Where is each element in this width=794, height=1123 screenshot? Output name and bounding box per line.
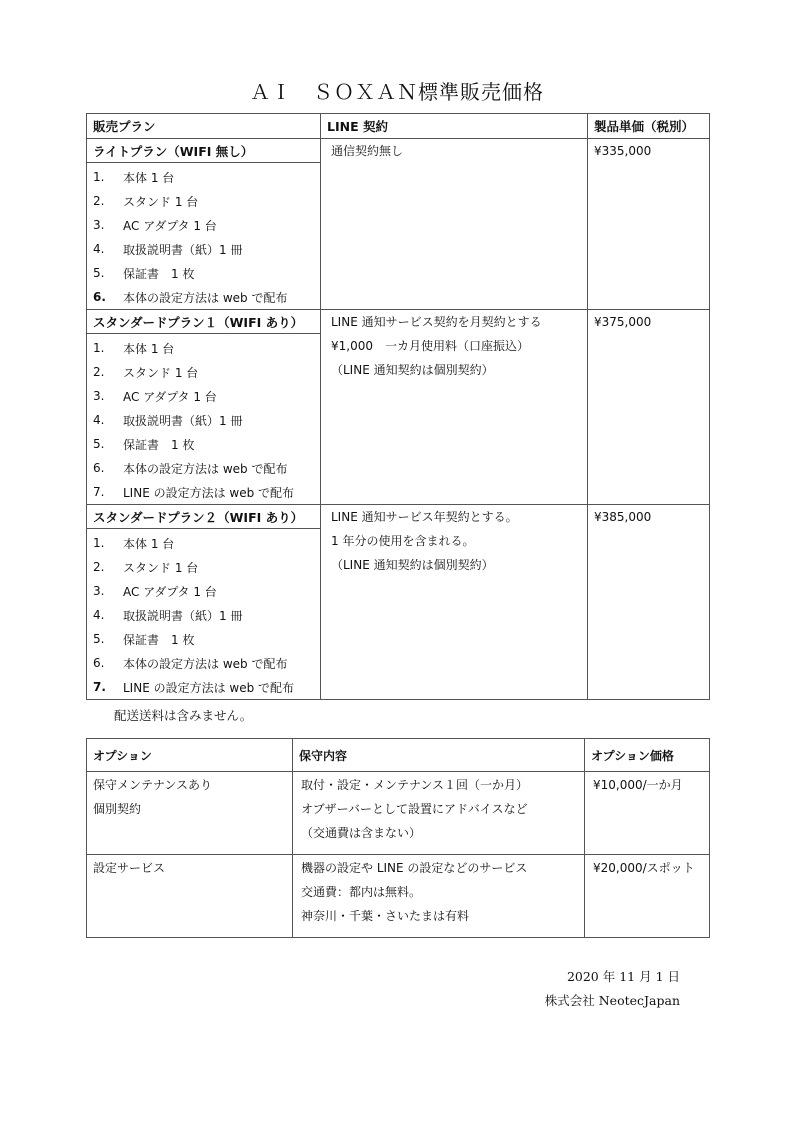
list-item: 3. AC アダプタ 1 台 bbox=[93, 584, 217, 599]
list-item: 5. 保証書 1 枚 bbox=[93, 266, 195, 281]
shipping-note: 配送送料は含みません。 bbox=[114, 708, 253, 723]
header-unit-price: 製品単価（税別） bbox=[588, 114, 710, 139]
plan-items bbox=[87, 529, 321, 700]
option-name: 保守メンテナンスあり 個別契約 bbox=[87, 772, 293, 855]
list-item: 5. 保証書 1 枚 bbox=[93, 632, 195, 647]
list-item: 4. 取扱説明書（紙）1 冊 bbox=[93, 608, 243, 623]
list-item: 1. 本体 1 台 bbox=[93, 536, 175, 551]
list-item: 2. スタンド 1 台 bbox=[93, 194, 199, 209]
line-contract-text: （LINE 通知契約は個別契約） bbox=[331, 363, 494, 377]
option-price: ¥10,000/一か月 bbox=[585, 772, 710, 855]
plan-items bbox=[87, 334, 321, 505]
list-item: 6. 本体の設定方法は web で配布 bbox=[93, 290, 288, 305]
plan-price bbox=[588, 139, 710, 310]
header-plan: 販売プラン bbox=[87, 114, 321, 139]
options-table bbox=[86, 738, 710, 938]
list-item: 2. スタンド 1 台 bbox=[93, 560, 199, 575]
line-contract-text: ¥1,000 一カ月使用料（口座振込） bbox=[331, 339, 529, 353]
plan-row bbox=[87, 505, 710, 529]
document-date: 2020 年 11 月 1 日 bbox=[566, 969, 680, 984]
plan-row bbox=[87, 139, 710, 163]
header-line-contract: LINE 契約 bbox=[321, 114, 588, 139]
price-value: ¥385,000 bbox=[594, 510, 652, 524]
list-item: 5. 保証書 1 枚 bbox=[93, 437, 195, 452]
list-item: 1. 本体 1 台 bbox=[93, 170, 175, 185]
plan-price bbox=[588, 310, 710, 505]
header-option-price: オプション価格 bbox=[585, 739, 710, 772]
list-item: 4. 取扱説明書（紙）1 冊 bbox=[93, 413, 243, 428]
line-contract-text: （LINE 通知契約は個別契約） bbox=[331, 558, 494, 572]
options-table-header bbox=[87, 739, 710, 772]
option-content: 機器の設定や LINE の設定などのサービス 交通費：都内は無料。 神奈川・千葉・さいたまは有料 bbox=[293, 855, 585, 938]
plan-line-contract bbox=[321, 505, 588, 700]
list-item: 2. スタンド 1 台 bbox=[93, 365, 199, 380]
header-maintenance: 保守内容 bbox=[293, 739, 585, 772]
line-contract-text: 通信契約無し bbox=[331, 144, 404, 158]
line-contract-text: 1 年分の使用を含まれる。 bbox=[331, 534, 475, 548]
option-price: ¥20,000/スポット bbox=[585, 855, 710, 938]
company-name: 株式会社 NeotecJapan bbox=[544, 993, 680, 1008]
plan-price bbox=[588, 505, 710, 700]
table-row bbox=[87, 855, 710, 938]
plan-line-contract bbox=[321, 139, 588, 310]
list-item: 3. AC アダプタ 1 台 bbox=[93, 389, 217, 404]
list-item: 3. AC アダプタ 1 台 bbox=[93, 218, 217, 233]
plan-row bbox=[87, 310, 710, 334]
pricing-table bbox=[86, 113, 710, 700]
list-item: 6. 本体の設定方法は web で配布 bbox=[93, 656, 288, 671]
plan-name: スタンダードプラン１（WIFI あり） bbox=[87, 310, 321, 334]
list-item: 1. 本体 1 台 bbox=[93, 341, 175, 356]
list-item: 7. LINE の設定方法は web で配布 bbox=[93, 485, 295, 500]
pricing-table-header bbox=[87, 114, 710, 139]
list-item: 4. 取扱説明書（紙）1 冊 bbox=[93, 242, 243, 257]
line-contract-text: LINE 通知サービス年契約とする。 bbox=[331, 510, 518, 524]
list-item: 7. LINE の設定方法は web で配布 bbox=[93, 680, 295, 695]
plan-name: ライトプラン（WIFI 無し） bbox=[87, 139, 321, 163]
document-title: ＡＩ ＳＯＸＡＮ標準販売価格 bbox=[250, 80, 544, 104]
plan-line-contract bbox=[321, 310, 588, 505]
option-name: 設定サービス bbox=[87, 855, 293, 938]
header-option: オプション bbox=[87, 739, 293, 772]
plan-name: スタンダードプラン２（WIFI あり） bbox=[87, 505, 321, 529]
table-row bbox=[87, 772, 710, 855]
option-content: 取付・設定・メンテナンス１回（一か月） オブザーバーとして設置にアドバイスなど （交通費は含まない） bbox=[293, 772, 585, 855]
list-item: 6. 本体の設定方法は web で配布 bbox=[93, 461, 288, 476]
price-value: ¥375,000 bbox=[594, 315, 652, 329]
price-value: ¥335,000 bbox=[594, 144, 652, 158]
plan-items bbox=[87, 163, 321, 310]
line-contract-text: LINE 通知サービス契約を月契約とする bbox=[331, 315, 542, 329]
